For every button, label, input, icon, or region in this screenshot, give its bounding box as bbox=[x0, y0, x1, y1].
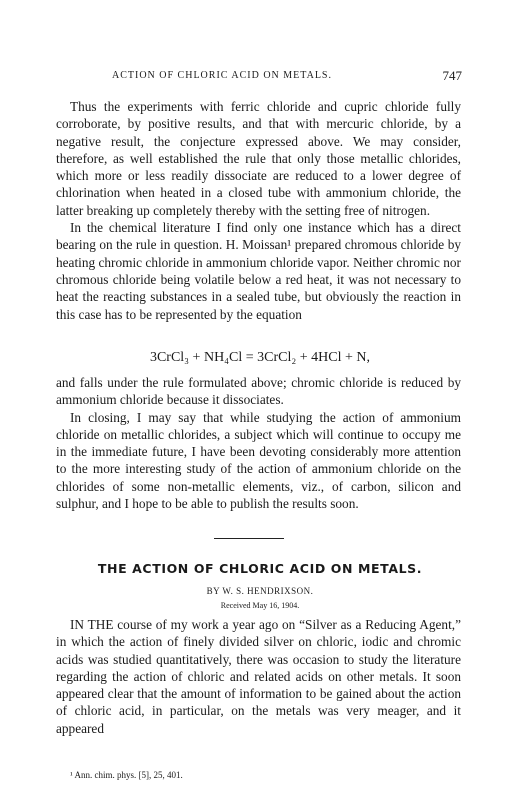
body-block-lower bbox=[56, 616, 461, 737]
page-number: 747 bbox=[442, 68, 462, 83]
received-date: Received May 16, 1904. bbox=[220, 601, 300, 610]
article-title: THE ACTION OF CHLORIC ACID ON METALS. bbox=[97, 561, 423, 576]
paragraph: In closing, I may say that while studying the action of ammonium chloride on metallic chlorides, a subject which will continue to occupy me in the immediate future, I have been devoting considerably more attention to the more interesting study of the action of ammonium chloride on the chlorides of some non-metallic elements, viz., of carbon, silicon and sulphur, and I hope to be able to publish the results soon. bbox=[56, 409, 461, 512]
footnote: ¹ Ann. chim. phys. [5], 25, 401. bbox=[70, 770, 183, 780]
author-byline: BY W. S. HENDRIXSON. bbox=[206, 586, 314, 596]
body-block-upper bbox=[56, 98, 461, 323]
body-block-middle bbox=[56, 374, 461, 512]
paragraph: Thus the experiments with ferric chloride and cupric chloride fully corroborate, by positive results, and that with mercuric chloride, by a negative result, the conjecture expressed above. We may consider, therefore, as well established the rule that only those metallic chlorides, which more or less readily dissociate are reduced to a lower degree of chlorination when heated in a closed tube with ammonium chloride, the latter breaking up completely thereby with the setting free of nitrogen. bbox=[56, 99, 461, 218]
paragraph: IN THE course of my work a year ago on “Silver as a Reducing Agent,” in which the action of finely divided silver on chloric, iodic and chromic acids was studied quantitatively, there was occasion to study the literature regarding the action of chloric and related acids on other metals. It soon appeared clear that the amount of information to be gained about the action of chloric acid, in particular, on the metals was very meager, and it appeared bbox=[56, 617, 461, 736]
paragraph: and falls under the rule formulated above; chromic chloride is reduced by ammonium chloride because it dissociates. bbox=[56, 375, 461, 408]
chemical-equation: 3CrCl₃ + NH₄Cl = 3CrCl₂ + 4HCl + N, bbox=[149, 350, 371, 365]
running-head bbox=[56, 70, 462, 86]
paragraph: In the chemical literature I find only one instance which has a direct bearing on the rule in question. H. Moissan¹ prepared chromous chloride by heating chromic chloride in ammonium chloride vapor. Neither chromic nor chromous chloride being volatile below a red heat, it was not necessary to heat the reacting substances in a sealed tube, but obviously the reaction in this case has to be represented by the equation bbox=[56, 220, 461, 322]
running-head-title: ACTION OF CHLORIC ACID ON METALS. bbox=[112, 70, 332, 81]
section-divider bbox=[214, 538, 284, 539]
